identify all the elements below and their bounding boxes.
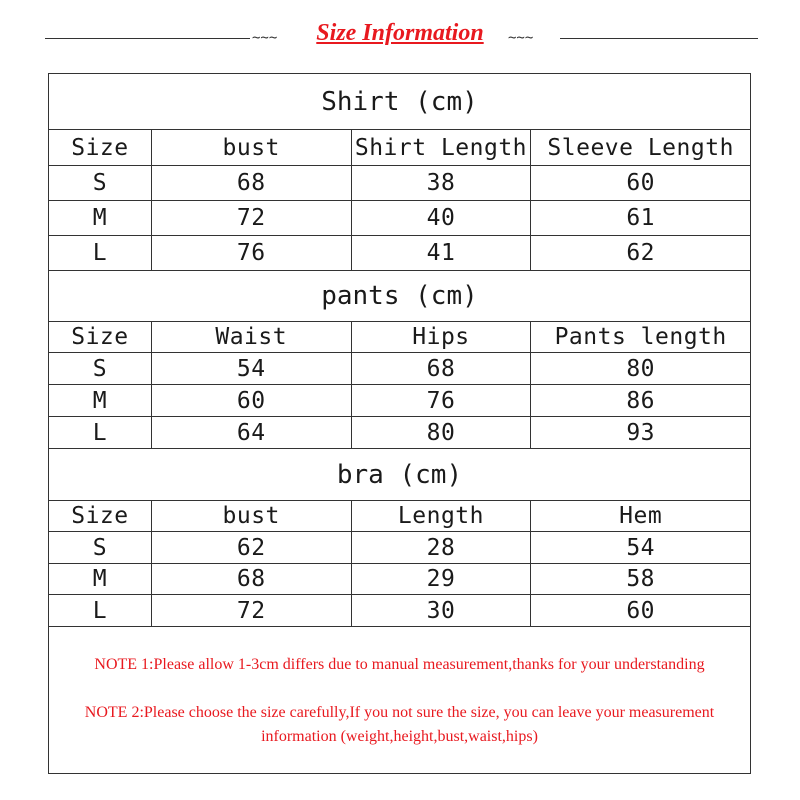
table-cell: M: [49, 564, 152, 594]
notes-section: [49, 627, 750, 773]
table-cell: L: [49, 417, 152, 448]
note-1: NOTE 1:Please allow 1-3cm differs due to manual measurement,thanks for your understanding: [94, 656, 705, 673]
table-row: [49, 532, 750, 564]
pants-section-title: pants (cm): [49, 271, 750, 322]
table-row: [49, 564, 750, 595]
table-row: [49, 417, 750, 449]
note-2: NOTE 2:Please choose the size carefully,If you not sure the size, you can leave your measurement information (weight,height,bust,waist,hips): [84, 704, 715, 745]
table-cell: 62: [626, 240, 656, 266]
table-cell: 29: [352, 564, 532, 594]
column-header: Pants length: [554, 324, 727, 350]
bra-header-row: [49, 501, 750, 532]
shirt-header-row: [49, 130, 750, 166]
table-row: [49, 353, 750, 385]
table-cell: 72: [152, 595, 352, 626]
table-cell: 68: [352, 353, 532, 384]
table-cell: L: [49, 236, 152, 270]
table-cell: 86: [626, 387, 656, 414]
size-table: [48, 73, 751, 774]
column-header: bust: [152, 130, 352, 165]
column-header: Hips: [352, 322, 532, 352]
table-cell: 93: [626, 419, 656, 446]
header-swirl-right: ~~~: [508, 30, 534, 46]
header-swirl-left: ~~~: [252, 30, 278, 46]
table-cell: 40: [352, 201, 532, 235]
table-row: [49, 166, 750, 201]
table-cell: 30: [352, 595, 532, 626]
table-cell: M: [49, 201, 152, 235]
table-cell: 41: [352, 236, 532, 270]
column-header: Hem: [619, 503, 663, 529]
header-rule-left: [45, 38, 250, 39]
table-cell: 54: [152, 353, 352, 384]
table-cell: 54: [626, 534, 656, 561]
table-cell: S: [49, 532, 152, 563]
table-cell: S: [49, 166, 152, 200]
shirt-section-title: Shirt (cm): [49, 74, 750, 130]
table-cell: 76: [152, 236, 352, 270]
column-header: Length: [352, 501, 532, 531]
column-header: Size: [49, 130, 152, 165]
size-info-header: [0, 18, 800, 58]
table-cell: M: [49, 385, 152, 416]
table-cell: 68: [152, 564, 352, 594]
table-cell: 80: [352, 417, 532, 448]
table-cell: 38: [352, 166, 532, 200]
table-cell: L: [49, 595, 152, 626]
table-cell: 64: [152, 417, 352, 448]
table-cell: 62: [152, 532, 352, 563]
table-row: [49, 595, 750, 627]
table-cell: 80: [626, 355, 656, 382]
column-header: Waist: [152, 322, 352, 352]
table-row: [49, 201, 750, 236]
table-cell: 60: [152, 385, 352, 416]
table-cell: 61: [626, 205, 656, 231]
table-cell: 60: [626, 597, 656, 624]
table-cell: 76: [352, 385, 532, 416]
column-header: bust: [152, 501, 352, 531]
column-header: Size: [49, 322, 152, 352]
table-row: [49, 236, 750, 271]
table-cell: 58: [626, 566, 656, 592]
table-cell: S: [49, 353, 152, 384]
table-row: [49, 385, 750, 417]
column-header: Shirt Length: [352, 130, 532, 165]
bra-section-title: bra (cm): [49, 449, 750, 501]
page-title: Size Information: [316, 20, 484, 46]
table-cell: 72: [152, 201, 352, 235]
table-cell: 68: [152, 166, 352, 200]
header-rule-right: [560, 38, 758, 39]
table-cell: 60: [626, 170, 656, 196]
column-header: Size: [49, 501, 152, 531]
table-cell: 28: [352, 532, 532, 563]
pants-header-row: [49, 322, 750, 353]
column-header: Sleeve Length: [547, 134, 734, 161]
